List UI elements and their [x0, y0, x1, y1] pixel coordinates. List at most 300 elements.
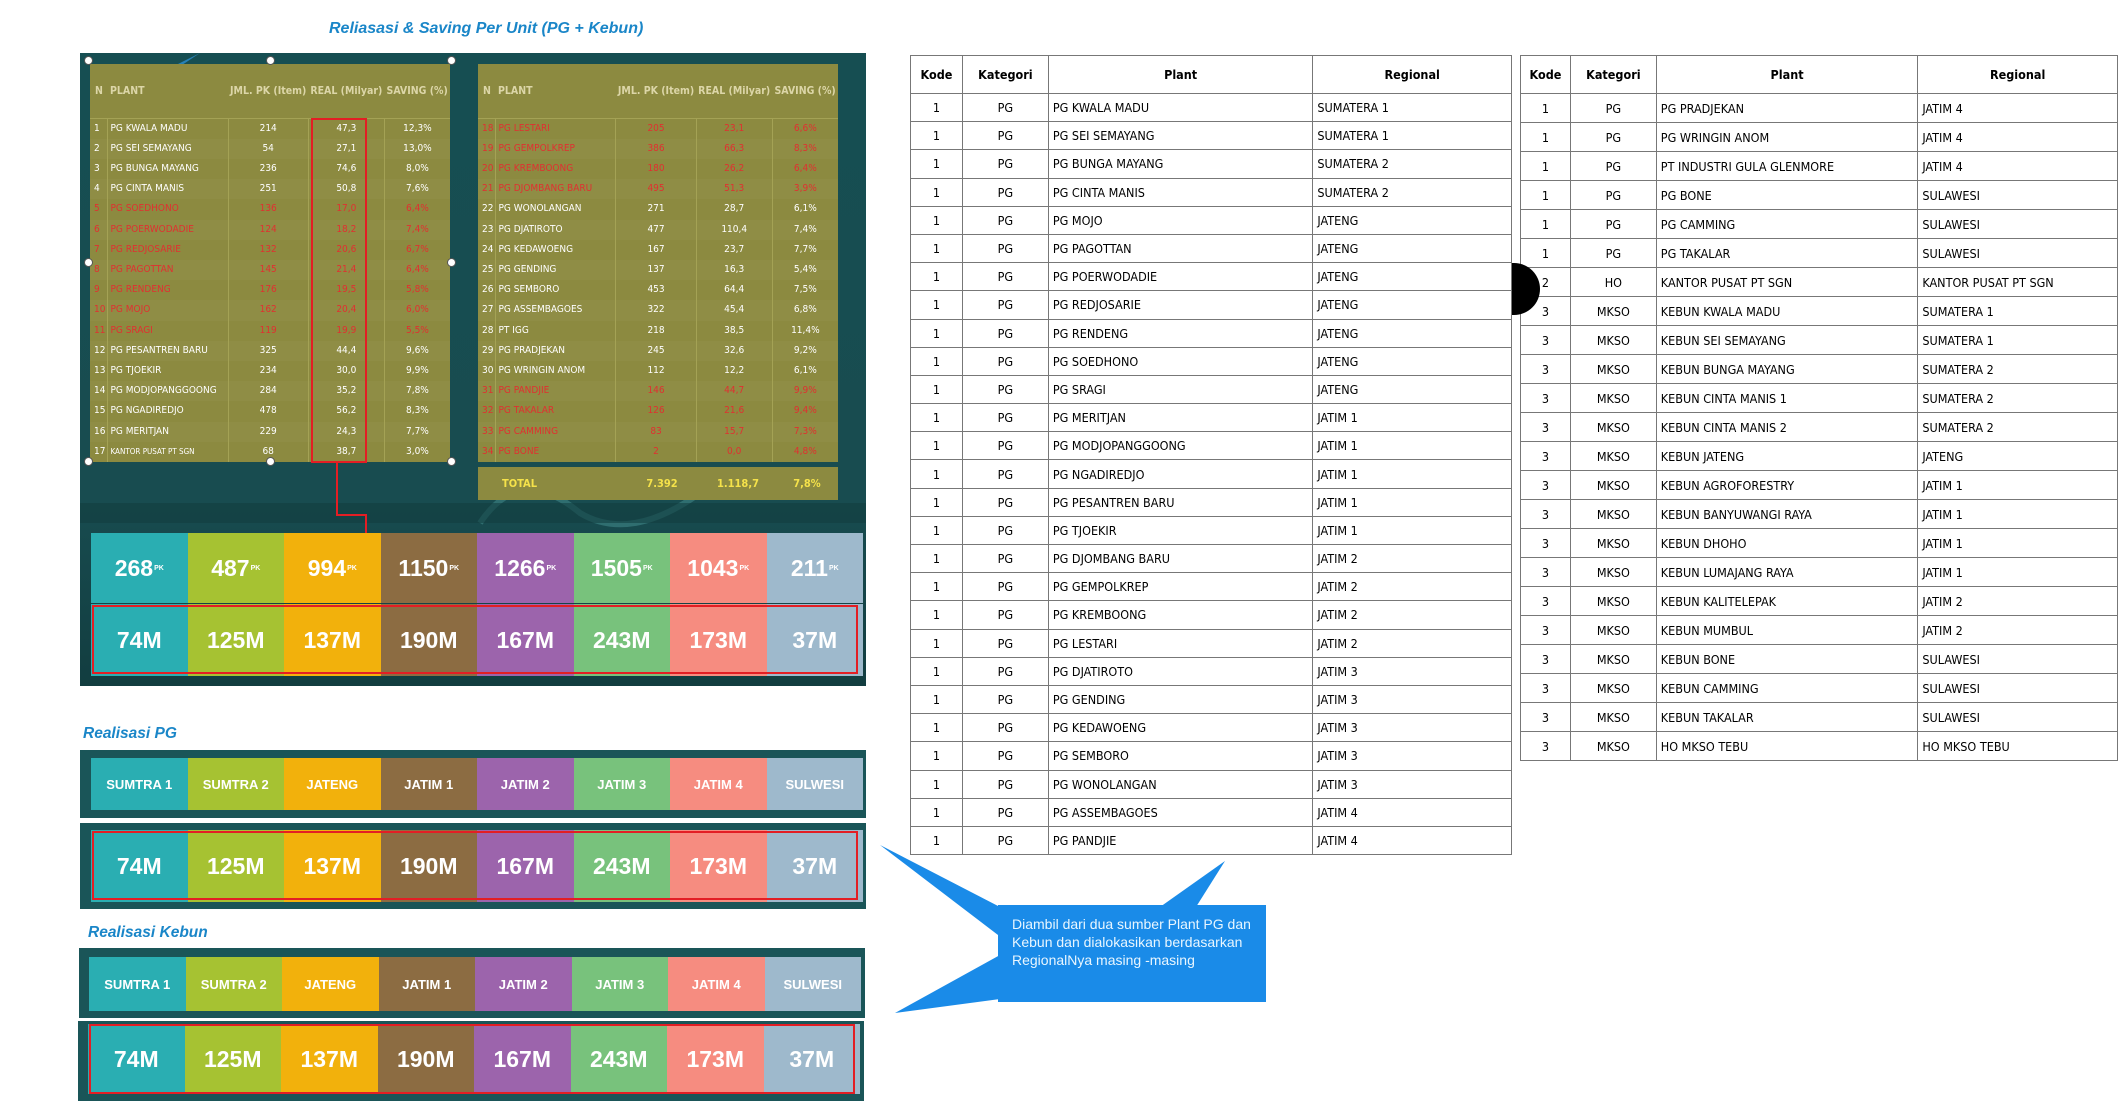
band-value: JATIM 3	[595, 976, 645, 992]
table-cell: 6,0%	[384, 300, 450, 320]
table-cell: HO MKSO TEBU	[1918, 732, 2118, 761]
table-cell: 7,5%	[772, 280, 838, 300]
table-cell: JATIM 2	[1918, 587, 2118, 616]
pk-unit: PK	[250, 564, 261, 572]
total-real: 1.118,7	[717, 477, 759, 490]
band-cell	[767, 533, 864, 603]
table-cell: 3	[1521, 587, 1571, 616]
table-row	[911, 432, 1512, 460]
table-cell: 1	[1521, 94, 1571, 123]
table-cell: 3	[94, 162, 100, 174]
table-cell: PG	[962, 460, 1048, 488]
table-cell: KEBUN JATENG	[1656, 442, 1918, 471]
table-cell: MKSO	[1570, 326, 1656, 355]
table-cell: 0,0	[696, 442, 772, 462]
table-cell: 1	[911, 488, 963, 516]
pk-band	[91, 533, 863, 603]
column-header: JML. PK (Item)	[616, 64, 696, 118]
table-header-row	[1521, 56, 2118, 94]
table-row	[478, 260, 838, 280]
table-cell: PG	[962, 714, 1048, 742]
table-cell: 5,8%	[384, 280, 450, 300]
table-cell: PG SRAGI	[1048, 375, 1313, 403]
table-cell: 7,8%	[384, 381, 450, 401]
table-cell: 83	[616, 422, 696, 442]
table-cell: 14	[90, 381, 108, 401]
table-cell: 2	[90, 139, 108, 159]
table-cell: 1	[911, 319, 963, 347]
table-cell: JATIM 3	[1313, 685, 1512, 713]
table-cell: MKSO	[1570, 674, 1656, 703]
table-cell: JATIM 2	[1313, 573, 1512, 601]
table-cell: PG TJOEKIR	[108, 361, 228, 381]
table-row	[911, 742, 1512, 770]
band-cell	[188, 758, 285, 810]
selection-handle[interactable]	[84, 258, 93, 267]
table-cell: 56,2	[308, 401, 384, 421]
table-cell: 27	[478, 300, 496, 320]
pg-region-band	[91, 758, 863, 810]
table-cell: 44,4	[308, 341, 384, 361]
table-cell: 1	[911, 94, 963, 122]
band-value: 190M	[399, 626, 458, 653]
table-cell: PG KWALA MADU	[1048, 94, 1313, 122]
table-cell: JATENG	[1313, 291, 1512, 319]
table-cell: MKSO	[1570, 732, 1656, 761]
band-value: JATIM 2	[500, 776, 550, 792]
band-cell	[91, 533, 188, 603]
table-cell: 3	[1521, 703, 1571, 732]
selection-handle[interactable]	[447, 258, 456, 267]
table-cell: SUMATERA 1	[1313, 122, 1512, 150]
selection-handle[interactable]	[266, 457, 275, 466]
band-cell	[379, 957, 476, 1011]
table-cell: PG	[962, 798, 1048, 826]
table-cell: MKSO	[1570, 529, 1656, 558]
table-cell: 3	[1521, 471, 1571, 500]
table-cell: 8	[90, 260, 108, 280]
table-cell: KEBUN AGROFORESTRY	[1656, 471, 1918, 500]
table-cell: 6,1%	[772, 361, 838, 381]
table-cell: PG	[962, 291, 1048, 319]
table-cell: 4,8%	[772, 442, 838, 462]
table-cell: SULAWESI	[1918, 674, 2118, 703]
table-cell: 3	[1521, 297, 1571, 326]
band-value: 167M	[493, 1045, 552, 1072]
table-row	[90, 240, 450, 260]
table-cell: PG SOEDHONO	[108, 199, 228, 219]
table-row	[478, 118, 838, 139]
table-cell: 1	[1521, 123, 1571, 152]
table-cell: KANTOR PUSAT PT SGN	[1656, 268, 1918, 297]
band-cell	[670, 533, 767, 603]
band-value: 37M	[792, 626, 838, 653]
band-cell	[475, 957, 572, 1011]
table-cell: 1	[911, 685, 963, 713]
table-row	[90, 321, 450, 341]
band-cell	[188, 533, 285, 603]
right-plant-table	[478, 64, 838, 462]
table-cell: PG KWALA MADU	[108, 118, 228, 139]
band-cell	[668, 957, 765, 1011]
main-title: Reliasasi & Saving Per Unit (PG + Kebun)	[329, 20, 644, 37]
table-cell: 12	[90, 341, 108, 361]
table-cell: PG DJATIROTO	[1048, 657, 1313, 685]
table-cell: 6,4%	[772, 159, 838, 179]
table-cell: 7,4%	[384, 220, 450, 240]
table-row	[90, 381, 450, 401]
table-row	[1521, 674, 2118, 703]
kebun-money-highlight	[89, 1024, 855, 1094]
table-cell: 1	[911, 629, 963, 657]
selection-handle[interactable]	[84, 457, 93, 466]
table-cell: MKSO	[1570, 500, 1656, 529]
table-cell: PG WONOLANGAN	[496, 199, 616, 219]
pk-value: 487	[211, 554, 250, 581]
table-cell: 35,2	[308, 381, 384, 401]
table-cell: JATIM 2	[1918, 616, 2118, 645]
table-cell: 3,0%	[384, 442, 450, 462]
table-cell: 284	[228, 381, 308, 401]
table-row	[478, 220, 838, 240]
table-cell: 136	[228, 199, 308, 219]
table-cell: MKSO	[1570, 645, 1656, 674]
table-row	[478, 442, 838, 462]
table-cell: KEBUN BUNGA MAYANG	[1656, 355, 1918, 384]
table-row	[1521, 529, 2118, 558]
table-cell: PG TAKALAR	[1656, 239, 1918, 268]
table-cell: PG	[962, 601, 1048, 629]
table-cell: PG REDJOSARIE	[108, 240, 228, 260]
table-cell: 1	[1521, 239, 1571, 268]
table-header-row	[478, 64, 838, 118]
table-cell: 9	[94, 284, 100, 296]
table-cell: 176	[228, 280, 308, 300]
table-cell: JATIM 1	[1313, 460, 1512, 488]
table-cell: JATENG	[1313, 263, 1512, 291]
regional-table-1	[910, 55, 1512, 855]
table-cell: KEBUN LUMAJANG RAYA	[1656, 558, 1918, 587]
band-value: SULWESI	[785, 776, 844, 792]
table-row	[1521, 587, 2118, 616]
table-cell: 112	[616, 361, 696, 381]
table-cell: 1	[94, 122, 100, 134]
table-cell: PG NGADIREDJO	[108, 401, 228, 421]
table-cell: 13	[94, 364, 106, 376]
table-cell: 271	[616, 199, 696, 219]
table-row	[1521, 123, 2118, 152]
pk-value: 994	[307, 554, 347, 581]
column-header: Plant	[1048, 56, 1313, 94]
column-header: SAVING (%)	[384, 64, 450, 118]
table-cell: PG SOEDHONO	[1048, 347, 1313, 375]
pk-unit: PK	[739, 564, 750, 572]
table-cell: KEBUN CINTA MANIS 1	[1656, 384, 1918, 413]
table-cell: 145	[228, 260, 308, 280]
selection-handle[interactable]	[266, 56, 275, 65]
table-cell: SUMATERA 2	[1918, 384, 2118, 413]
table-cell: PG SRAGI	[108, 321, 228, 341]
table-cell: JATENG	[1313, 206, 1512, 234]
table-cell: PG MOJO	[1048, 206, 1313, 234]
table-row	[1521, 500, 2118, 529]
table-cell: JATIM 4	[1313, 798, 1512, 826]
table-cell: 1	[911, 826, 963, 854]
kebun-region-band	[89, 957, 861, 1011]
table-cell: 9,9%	[772, 381, 838, 401]
band-value: 173M	[689, 626, 748, 653]
total-saving: 7,8%	[793, 477, 821, 490]
band-value: SUMTRA 2	[202, 776, 269, 792]
table-row	[911, 122, 1512, 150]
band-cell	[89, 957, 186, 1011]
table-row	[478, 139, 838, 159]
table-row	[911, 714, 1512, 742]
column-header: SAVING (%)	[772, 64, 838, 118]
table-cell: PG	[1570, 152, 1656, 181]
callout-note: Diambil dari dua sumber Plant PG dan Kebun dan dialokasikan berdasarkan RegionalNya masing -masing	[998, 905, 1266, 1002]
table-cell: 64,4	[696, 280, 772, 300]
band-cell	[574, 758, 671, 810]
table-cell: JATIM 2	[1313, 545, 1512, 573]
band-value: 37M	[792, 852, 838, 879]
table-cell: KEBUN SEI SEMAYANG	[1656, 326, 1918, 355]
table-cell: 23	[478, 220, 496, 240]
table-cell: PG	[962, 375, 1048, 403]
table-row	[90, 179, 450, 199]
table-cell: 3	[1521, 413, 1571, 442]
table-row	[478, 199, 838, 219]
table-cell: 8,3%	[772, 139, 838, 159]
table-cell: 17,0	[308, 199, 384, 219]
table-cell: 4	[90, 179, 108, 199]
table-cell: PG SEI SEMAYANG	[108, 139, 228, 159]
band-value: 125M	[206, 852, 265, 879]
table-cell: 2	[616, 442, 696, 462]
table-cell: PG WRINGIN ANOM	[496, 361, 616, 381]
band-value: 167M	[496, 626, 555, 653]
table-cell: 22	[482, 203, 494, 215]
table-cell: PG	[962, 122, 1048, 150]
band-cell	[381, 758, 478, 810]
table-cell: 322	[616, 300, 696, 320]
table-cell: 3	[1521, 529, 1571, 558]
table-cell: PG BUNGA MAYANG	[108, 159, 228, 179]
column-header: JML. PK (Item)	[228, 64, 308, 118]
table-cell: 18	[482, 122, 494, 134]
table-cell: SUMATERA 2	[1313, 178, 1512, 206]
table-cell: PG POERWODADIE	[1048, 263, 1313, 291]
table-cell: 325	[228, 341, 308, 361]
table-cell: 205	[616, 118, 696, 139]
table-cell: PG PESANTREN BARU	[108, 341, 228, 361]
table-cell: JATIM 1	[1918, 529, 2118, 558]
band-cell	[670, 758, 767, 810]
table-cell: 1	[911, 122, 963, 150]
table-header-row	[90, 64, 450, 118]
column-header: PLANT	[108, 64, 228, 118]
table-row	[911, 206, 1512, 234]
table-row	[90, 260, 450, 280]
table-cell: 1	[911, 291, 963, 319]
table-cell: PG GEMPOLKREP	[1048, 573, 1313, 601]
table-cell: 74,6	[308, 159, 384, 179]
pk-unit: PK	[154, 564, 164, 572]
table-cell: PG MERITJAN	[108, 422, 228, 442]
column-header: REAL (Milyar)	[696, 64, 772, 118]
table-row	[1521, 413, 2118, 442]
table-cell: MKSO	[1570, 384, 1656, 413]
table-cell: MKSO	[1570, 703, 1656, 732]
table-cell: PG KEDAWOENG	[1048, 714, 1313, 742]
table-cell: 54	[228, 139, 308, 159]
table-cell: PG NGADIREDJO	[1048, 460, 1313, 488]
column-header: Regional	[1313, 56, 1512, 94]
table-cell: PG REDJOSARIE	[1048, 291, 1313, 319]
table-cell: JATIM 1	[1918, 471, 2118, 500]
table-cell: PG CAMMING	[1656, 210, 1918, 239]
table-cell: PG DJOMBANG BARU	[496, 179, 616, 199]
table-cell: 10	[90, 300, 108, 320]
table-cell: 26,2	[696, 159, 772, 179]
column-header: PLANT	[496, 64, 616, 118]
table-cell: 32	[482, 405, 494, 417]
table-row	[1521, 326, 2118, 355]
selection-handle[interactable]	[447, 56, 456, 65]
table-cell: 3	[1521, 558, 1571, 587]
regional-table-2	[1520, 55, 2118, 761]
table-row	[911, 545, 1512, 573]
table-cell: 19	[478, 139, 496, 159]
table-cell: PG	[962, 150, 1048, 178]
table-row	[478, 179, 838, 199]
pk-value: 1150	[398, 554, 449, 581]
band-value: 173M	[689, 852, 748, 879]
table-cell: 234	[228, 361, 308, 381]
selection-handle[interactable]	[84, 56, 93, 65]
band-value: SULWESI	[783, 976, 842, 992]
table-cell: SUMATERA 1	[1918, 297, 2118, 326]
table-cell: PG	[962, 94, 1048, 122]
table-row	[911, 178, 1512, 206]
table-row	[911, 573, 1512, 601]
table-cell: PG	[962, 685, 1048, 713]
table-cell: PG BUNGA MAYANG	[1048, 150, 1313, 178]
table-cell: 126	[616, 401, 696, 421]
table-cell: 1	[911, 798, 963, 826]
table-row	[911, 404, 1512, 432]
table-cell: JATIM 3	[1313, 770, 1512, 798]
table-cell: 1	[911, 714, 963, 742]
table-cell: 229	[228, 422, 308, 442]
table-cell: PG	[962, 826, 1048, 854]
table-cell: PG LESTARI	[1048, 629, 1313, 657]
table-row	[90, 280, 450, 300]
table-cell: 251	[228, 179, 308, 199]
table-row	[478, 240, 838, 260]
table-row	[911, 629, 1512, 657]
band-value: 190M	[396, 1045, 455, 1072]
pk-unit: PK	[828, 564, 839, 572]
table-cell: MKSO	[1570, 616, 1656, 645]
table-row	[478, 341, 838, 361]
pg-title: Realisasi PG	[83, 725, 177, 742]
table-cell: 6,7%	[384, 240, 450, 260]
table-cell: 9,2%	[772, 341, 838, 361]
table-cell: 1	[911, 263, 963, 291]
table-cell: KEBUN CINTA MANIS 2	[1656, 413, 1918, 442]
table-cell: 137	[616, 260, 696, 280]
table-cell: PG KREMBOONG	[496, 159, 616, 179]
table-cell: 1	[911, 178, 963, 206]
table-row	[911, 798, 1512, 826]
band-value: 137M	[303, 626, 362, 653]
table-cell: PG	[962, 657, 1048, 685]
table-cell: PG	[962, 742, 1048, 770]
band-cell	[186, 957, 283, 1011]
band-value: JATIM 4	[693, 776, 743, 792]
table-cell: 27,1	[308, 139, 384, 159]
band-cell	[284, 758, 381, 810]
band-value: 243M	[589, 1045, 648, 1072]
table-cell: 1	[911, 347, 963, 375]
table-cell: JATIM 4	[1313, 826, 1512, 854]
table-cell: 1	[911, 573, 963, 601]
table-cell: KEBUN KALITELEPAK	[1656, 587, 1918, 616]
table-cell: PG PAGOTTAN	[1048, 234, 1313, 262]
table-cell: JATENG	[1313, 234, 1512, 262]
table-cell: SULAWESI	[1918, 239, 2118, 268]
table-cell: KEBUN DHOHO	[1656, 529, 1918, 558]
selection-handle[interactable]	[447, 457, 456, 466]
pk-value: 1505	[590, 554, 642, 581]
pk-unit: PK	[642, 564, 653, 572]
table-cell: 38,7	[308, 442, 384, 462]
table-cell: 11	[94, 324, 106, 336]
table-cell: 180	[616, 159, 696, 179]
left-plant-table	[90, 64, 450, 462]
table-cell: JATENG	[1918, 442, 2118, 471]
band-value: SUMTRA 2	[200, 976, 267, 992]
band-value: 74M	[113, 1045, 159, 1072]
table-cell: KEBUN MUMBUL	[1656, 616, 1918, 645]
table-row	[911, 234, 1512, 262]
table-cell: HO MKSO TEBU	[1656, 732, 1918, 761]
band-cell	[477, 533, 574, 603]
band-cell	[381, 533, 478, 603]
table-row	[1521, 442, 2118, 471]
column-header: Kode	[911, 56, 963, 94]
table-cell: MKSO	[1570, 355, 1656, 384]
table-cell: PG WONOLANGAN	[1048, 770, 1313, 798]
table-cell: MKSO	[1570, 442, 1656, 471]
table-cell: SULAWESI	[1918, 703, 2118, 732]
table-cell: 31	[478, 381, 496, 401]
table-cell: 25	[478, 260, 496, 280]
band-value: 243M	[592, 852, 651, 879]
table-header-row	[911, 56, 1512, 94]
table-cell: 7,3%	[772, 422, 838, 442]
table-cell: 20,4	[308, 300, 384, 320]
table-cell: 12,2	[696, 361, 772, 381]
table-cell: 28,7	[696, 199, 772, 219]
total-label: TOTAL	[502, 477, 538, 490]
table-cell: KEBUN TAKALAR	[1656, 703, 1918, 732]
table-cell: 218	[616, 321, 696, 341]
table-cell: PG MOJO	[108, 300, 228, 320]
total-row	[478, 467, 838, 500]
pk-value: 211	[790, 554, 828, 581]
